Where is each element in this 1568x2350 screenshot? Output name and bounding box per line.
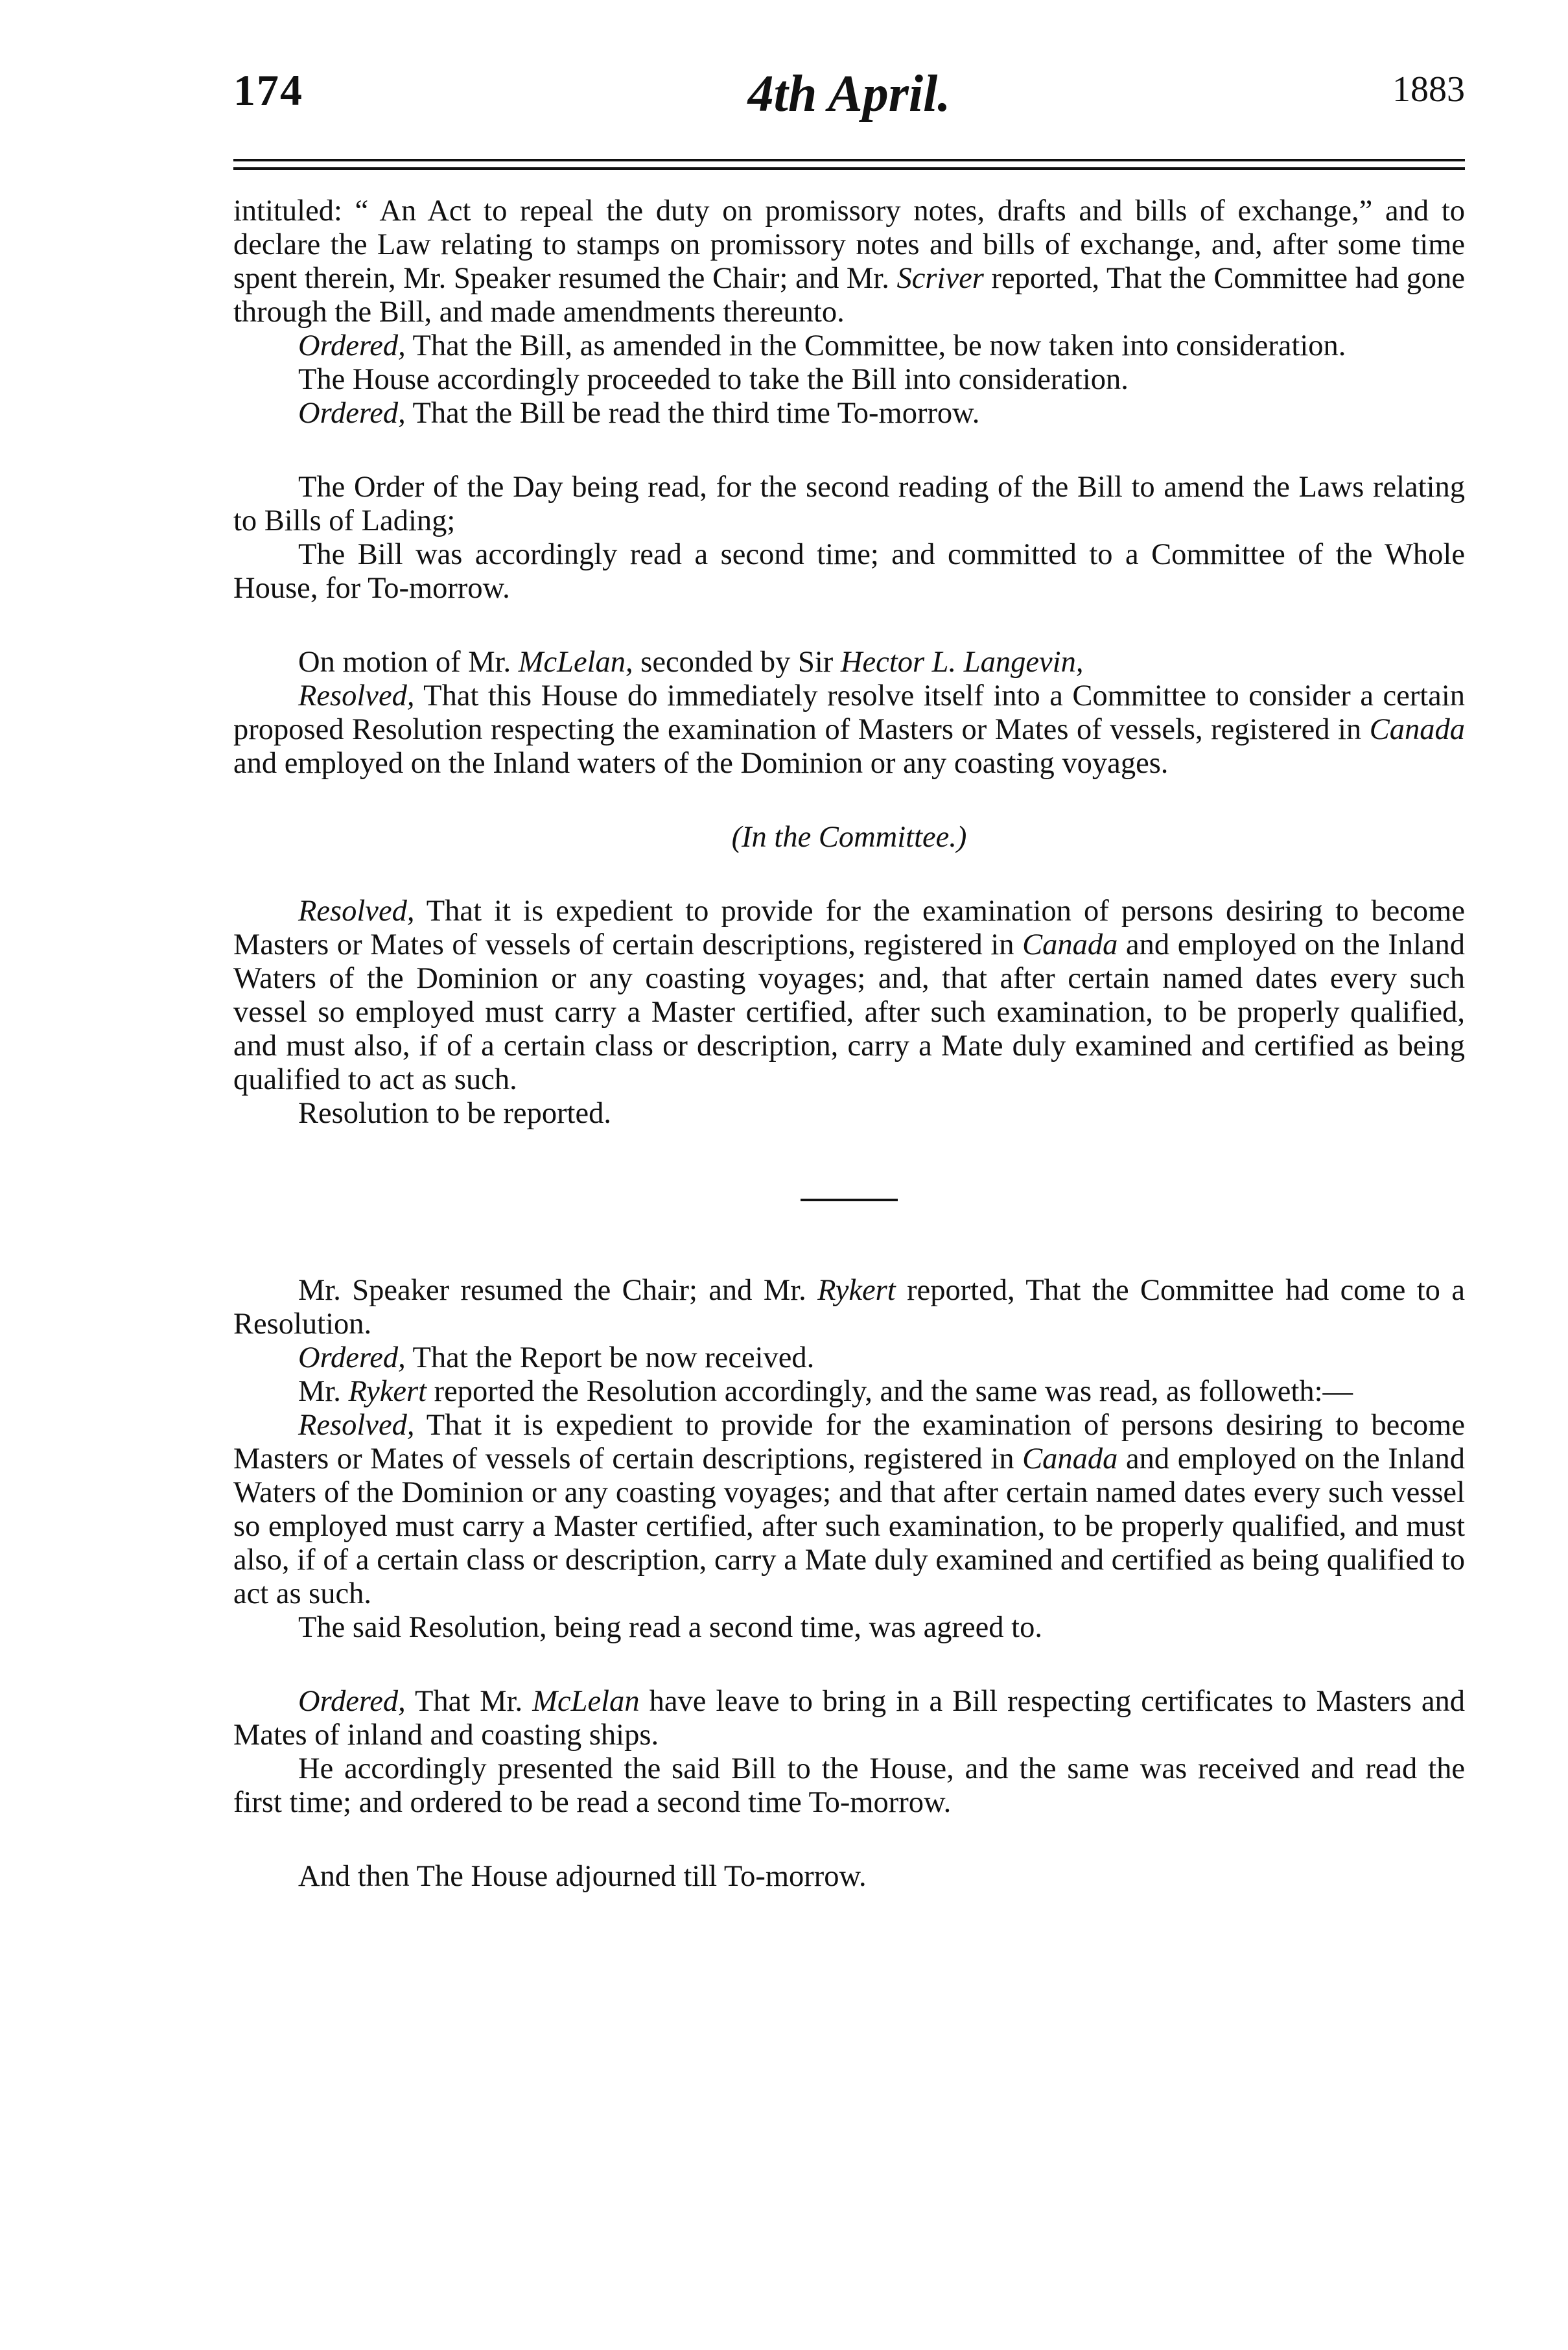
journal-paragraph: The Order of the Day being read, for the second reading of the Bill to amend the Laws relating to Bills of Lading; bbox=[233, 471, 1465, 537]
journal-paragraph: Resolved, That it is expedient to provide for the examination of persons desiring to become Masters or Mates of vessels of certain descriptions, registered in Canada and employed on the Inland Waters of the Dominion or any coasting voyages; and that after certain named dates every such vessel so employed must carry a Master certified, after such examination, to be properly qualified, and must also, if of a certain class or description, carry a Mate duly examined and certified as being qualified to act as such. bbox=[233, 1409, 1465, 1610]
journal-paragraph: Mr. Speaker resumed the Chair; and Mr. Rykert reported, That the Committee had come to a Resolution. bbox=[233, 1274, 1465, 1341]
journal-paragraph: On motion of Mr. McLelan, seconded by Sir Hector L. Langevin, bbox=[298, 646, 1084, 679]
journal-paragraph: Ordered, That the Bill be read the third time To-morrow. bbox=[298, 397, 980, 430]
journal-paragraph: The House accordingly proceeded to take the Bill into consideration. bbox=[298, 363, 1129, 396]
page-header bbox=[233, 65, 1465, 136]
journal-paragraph: Mr. Rykert reported the Resolution accordingly, and the same was read, as followeth:— bbox=[298, 1375, 1353, 1408]
journal-paragraph: And then The House adjourned till To-morrow. bbox=[298, 1860, 867, 1893]
header-rule-bottom bbox=[233, 167, 1465, 170]
journal-body bbox=[233, 194, 1465, 1894]
header-rule-top bbox=[233, 159, 1465, 161]
journal-paragraph: intituled: “ An Act to repeal the duty on promissory notes, drafts and bills of exchange,” and to declare the Law relating to stamps on promissory notes and bills of exchange, and, after some time spent therein, Mr. Speaker resumed the Chair; and Mr. Scriver reported, That the Committee had gone through the Bill, and made amendments thereunto. bbox=[233, 194, 1465, 329]
journal-paragraph: Resolved, That it is expedient to provide for the examination of persons desiring to become Masters or Mates of vessels of certain descriptions, registered in Canada and employed on the Inland Waters of the Dominion or any coasting voyages; and, that after certain named dates every such vessel so employed must carry a Master certified, after such examination, to be properly qualified, and must also, if of a certain class or description, carry a Mate duly examined and certified as being qualified to act as such. bbox=[233, 895, 1465, 1096]
page-year: 1883 bbox=[1392, 69, 1465, 110]
journal-paragraph: Ordered, That Mr. McLelan have leave to bring in a Bill respecting certificates to Masters and Mates of inland and coasting ships. bbox=[233, 1685, 1465, 1752]
journal-paragraph: Resolution to be reported. bbox=[298, 1097, 611, 1130]
journal-paragraph: Resolved, That this House do immediately resolve itself into a Committee to consider a certain proposed Resolution respecting the examination of Masters or Mates of vessels, registered in Canada and employed on the Inland waters of the Dominion or any coasting voyages. bbox=[233, 679, 1465, 780]
committee-heading: (In the Committee.) bbox=[731, 821, 967, 854]
journal-paragraph: Ordered, That the Report be now received. bbox=[298, 1341, 815, 1374]
page-date: 4th April. bbox=[747, 65, 951, 123]
journal-paragraph: The Bill was accordingly read a second time; and committed to a Committee of the Whole House, for To-morrow. bbox=[233, 538, 1465, 605]
page-number: 174 bbox=[233, 65, 303, 115]
journal-paragraph: He accordingly presented the said Bill to the House, and the same was received and read the first time; and ordered to be read a second time To-morrow. bbox=[233, 1752, 1465, 1819]
journal-paragraph: The said Resolution, being read a second time, was agreed to. bbox=[298, 1611, 1042, 1644]
journal-paragraph: Ordered, That the Bill, as amended in the Committee, be now taken into consideration. bbox=[298, 329, 1346, 362]
section-separator bbox=[801, 1199, 898, 1201]
